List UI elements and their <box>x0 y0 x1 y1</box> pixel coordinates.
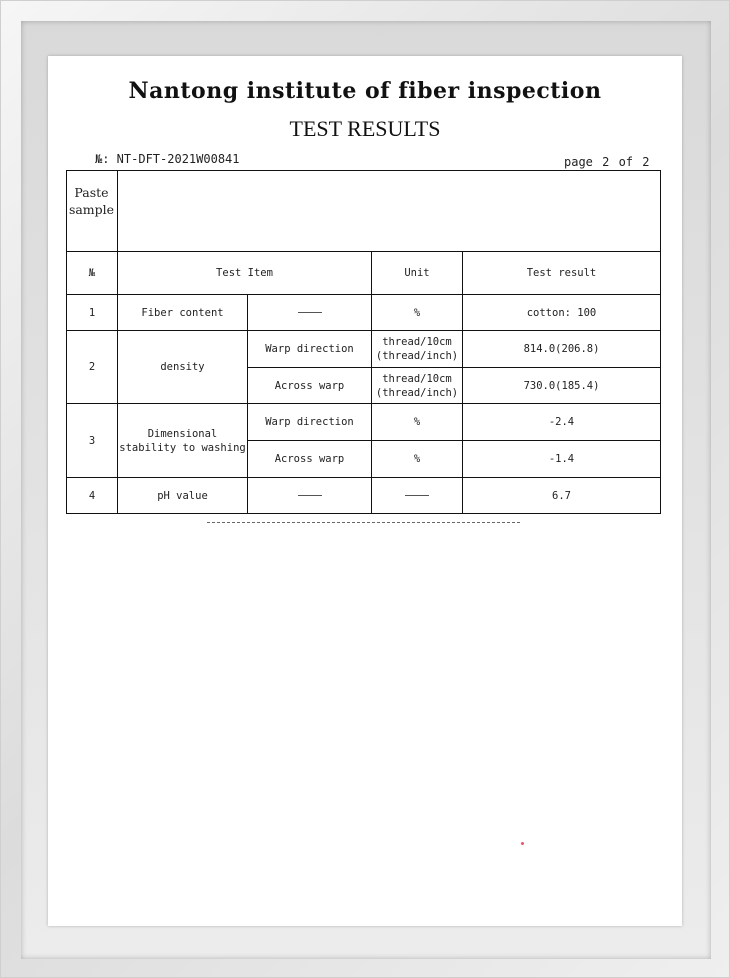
page-number: page 2 of 2 <box>564 155 650 169</box>
row-3b-result: -1.4 <box>548 453 575 465</box>
row-1-unit: % <box>413 306 421 319</box>
row-4-sub-dash <box>248 478 371 513</box>
report-number: №: NT-DFT-2021W00841 <box>95 152 240 166</box>
end-of-report-line <box>207 522 520 523</box>
row-3a-sub: Warp direction <box>265 416 354 428</box>
row-4-no: 4 <box>88 489 96 502</box>
row-1-no: 1 <box>88 306 96 319</box>
row-3b-unit: % <box>413 453 421 465</box>
row-4-result: 6.7 <box>552 489 571 502</box>
row-3-item: Dimensional stability to washing <box>119 427 246 454</box>
row-3a-unit: % <box>413 416 421 428</box>
row-2-item: density <box>160 361 205 373</box>
row-2b-result: 730.0(185.4) <box>523 379 600 392</box>
paper-speck <box>521 842 524 845</box>
row-2a-sub: Warp direction <box>265 343 354 355</box>
paste-sample-label: Paste sample <box>68 185 115 217</box>
row-2a-unit: thread/10cm (thread/inch) <box>375 336 459 362</box>
row-4-item: pH value <box>157 489 208 502</box>
header-unit: Unit <box>404 267 430 279</box>
header-test-item: Test Item <box>216 267 273 279</box>
organization-name: Nantong institute of fiber inspection <box>128 78 602 104</box>
document-title: TEST RESULTS <box>289 116 441 141</box>
row-3-no: 3 <box>88 434 96 447</box>
row-2a-result: 814.0(206.8) <box>523 343 600 355</box>
row-2b-sub: Across warp <box>274 379 345 392</box>
row-1-result: cotton: 100 <box>526 306 597 319</box>
header-no: № <box>88 267 96 279</box>
header-test-result: Test result <box>526 267 597 279</box>
row-1-item: Fiber content <box>141 306 224 319</box>
row-3a-result: -2.4 <box>548 416 575 428</box>
row-1-sub-dash <box>248 295 371 330</box>
row-2b-unit: thread/10cm (thread/inch) <box>375 372 459 399</box>
row-2-no: 2 <box>88 361 96 373</box>
row-3b-sub: Across warp <box>274 453 345 465</box>
row-4-unit-dash <box>372 478 462 513</box>
paste-sample-area <box>118 171 660 251</box>
